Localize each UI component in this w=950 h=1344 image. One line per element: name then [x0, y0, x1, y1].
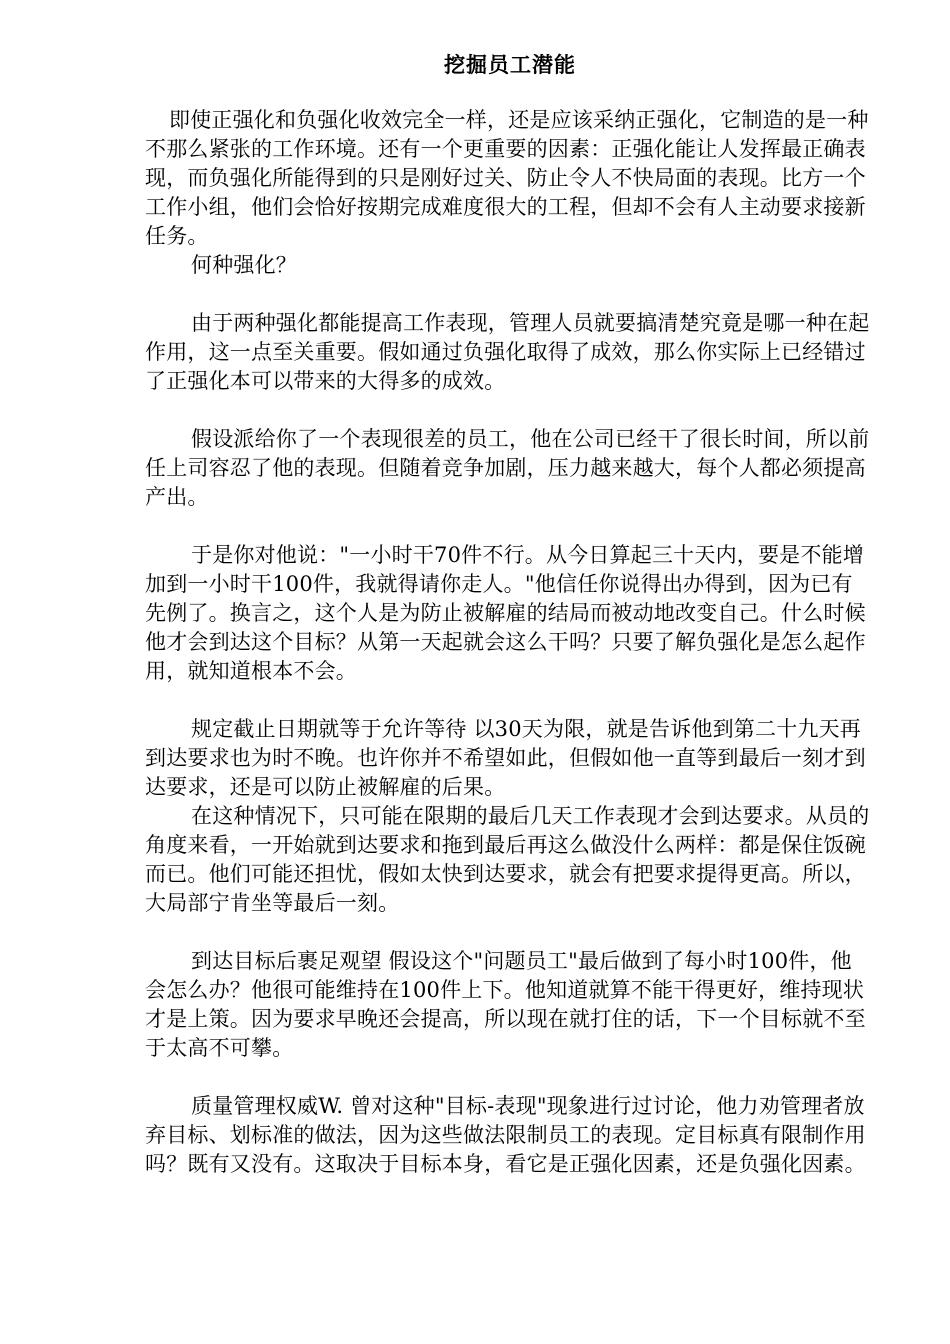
paragraph-8: 质量管理权威W. 曾对这种"目标-表现"现象进行过讨论，他力劝管理者放弃目标、划标准的做法，因为这些做法限制员工的表现。定目标真有限制作用吗？既有又没有。这取决于目标本身，看它是正强化因素，还是负强化因素。 — [145, 1094, 866, 1176]
section-heading: 何种强化？ — [191, 253, 297, 277]
document-title: 挖掘员工潜能 — [444, 52, 576, 77]
paragraph-4: 于是你对他说："一小时干70件不行。从今日算起三十天内，要是不能增加到一小时干100件，我就得请你走人。"他信任你说得出办得到，因为已有先例了。换言之，这个人是为防止被解雇的结局而被动地改变自己。什么时候他才会到达这个目标？从第一天起就会这么干吗？只要了解负强化是怎么起作用，就知道根本不会。 — [145, 543, 866, 683]
paragraph-gap — [145, 1063, 870, 1092]
paragraph-3: 假设派给你了一个表现很差的员工，他在公司已经干了很长时间，所以前任上司容忍了他的表现。但随着竞争加剧，压力越来越大，每个人都必须提高产出。 — [145, 427, 870, 509]
paragraph-6: 在这种情况下，只可能在限期的最后几天工作表现才会到达要求。从员的角度来看，一开始就到达要求和拖到最后再这么做没什么两样：都是保住饭碗而已。他们可能还担忧，假如太快到达要求，就会有把要求提得更高。所以，大局部宁肯坐等最后一刻。 — [145, 804, 870, 915]
paragraph-gap — [145, 686, 870, 715]
paragraph-7: 到达目标后裹足观望 假设这个"问题员工"最后做到了每小时100件，他会怎么办？他很可能维持在100件上下。他知道就算不能干得更好，维持现状才是上策。因为要求早晚还会提高，所以现在就打住的话，下一个目标就不至于太高不可攀。 — [145, 949, 866, 1060]
paragraph-gap — [145, 512, 870, 541]
document-body — [145, 106, 870, 1179]
paragraph-2: 由于两种强化都能提高工作表现，管理人员就要搞清楚究竟是哪一种在起作用，这一点至关重要。假如通过负强化取得了成效，那么你实际上已经错过了正强化本可以带来的大得多的成效。 — [145, 311, 870, 393]
paragraph-gap — [145, 396, 870, 425]
paragraph-1: 即使正强化和负强化收效完全一样，还是应该采纳正强化，它制造的是一种不那么紧张的工作环境。还有一个更重要的因素：正强化能让人发挥最正确表现，而负强化所能得到的只是刚好过关、防止令人不快局面的表现。比方一个工作小组，他们会恰好按期完成难度很大的工程，但却不会有人主动要求接新任务。 — [145, 108, 869, 248]
paragraph-gap — [145, 280, 870, 309]
paragraph-5: 规定截止日期就等于允许等待 以30天为限，就是告诉他到第二十九天再到达要求也为时不晚。也许你并不希望如此，但假如他一直等到最后一刻才到达要求，还是可以防止被解雇的后果。 — [145, 717, 866, 799]
paragraph-gap — [145, 918, 870, 947]
